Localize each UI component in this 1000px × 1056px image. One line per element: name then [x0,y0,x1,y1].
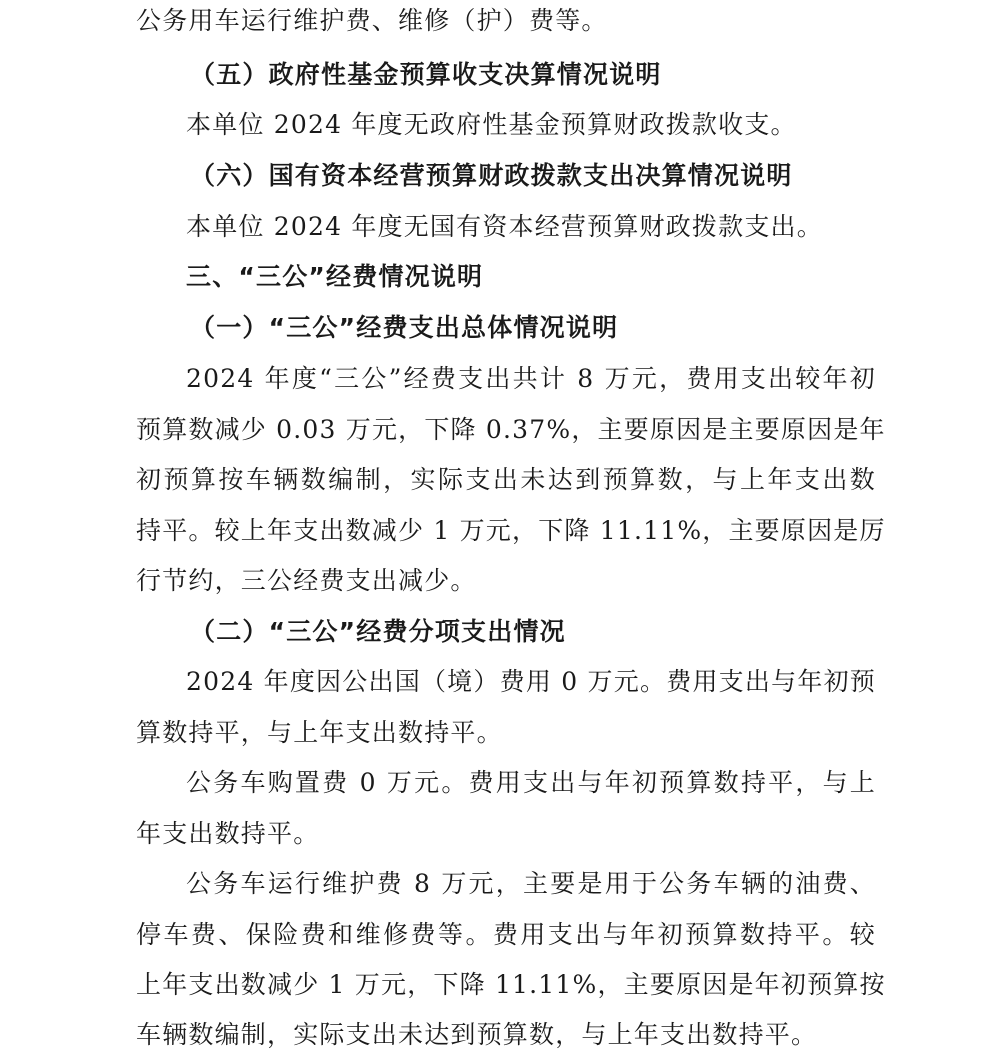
paragraph-line: 预算数减少 0.03 万元，下降 0.37%，主要原因是主要原因是年 [136,415,886,444]
paragraph-line: 公务用车运行维护费、维修（护）费等。 [136,6,608,35]
paragraph-line: 本单位 2024 年度无政府性基金预算财政拨款收支。 [186,110,797,139]
paragraph-line: 本单位 2024 年度无国有资本经营预算财政拨款支出。 [186,212,823,241]
paragraph-line: 公务车购置费 0 万元。费用支出与年初预算数持平，与上 [186,768,876,797]
section-heading-1: （一）“三公”经费支出总体情况说明 [190,313,619,342]
section-heading-5: （五）政府性基金预算收支决算情况说明 [190,60,662,89]
paragraph-line: 公务车运行维护费 8 万元，主要是用于公务车辆的油费、 [186,869,876,898]
paragraph-line: 车辆数编制，实际支出未达到预算数，与上年支出数持平。 [136,1020,818,1049]
section-heading-6: （六）国有资本经营预算财政拨款支出决算情况说明 [190,161,793,190]
paragraph-line: 初预算按车辆数编制，实际支出未达到预算数，与上年支出数 [136,465,876,494]
paragraph-line: 持平。较上年支出数减少 1 万元，下降 11.11%，主要原因是厉 [136,516,886,545]
paragraph-line: 上年支出数减少 1 万元，下降 11.11%，主要原因是年初预算按 [136,970,886,999]
paragraph-line: 停车费、保险费和维修费等。费用支出与年初预算数持平。较 [136,920,876,949]
section-heading-2: （二）“三公”经费分项支出情况 [190,617,566,646]
paragraph-line: 行节约，三公经费支出减少。 [136,566,477,595]
paragraph-line: 2024 年度“三公”经费支出共计 8 万元，费用支出较年初 [186,364,876,393]
chapter-heading-3: 三、“三公”经费情况说明 [186,262,484,291]
paragraph-line: 算数持平，与上年支出数持平。 [136,718,503,747]
paragraph-line: 2024 年度因公出国（境）费用 0 万元。费用支出与年初预 [186,667,876,696]
paragraph-line: 年支出数持平。 [136,819,320,848]
